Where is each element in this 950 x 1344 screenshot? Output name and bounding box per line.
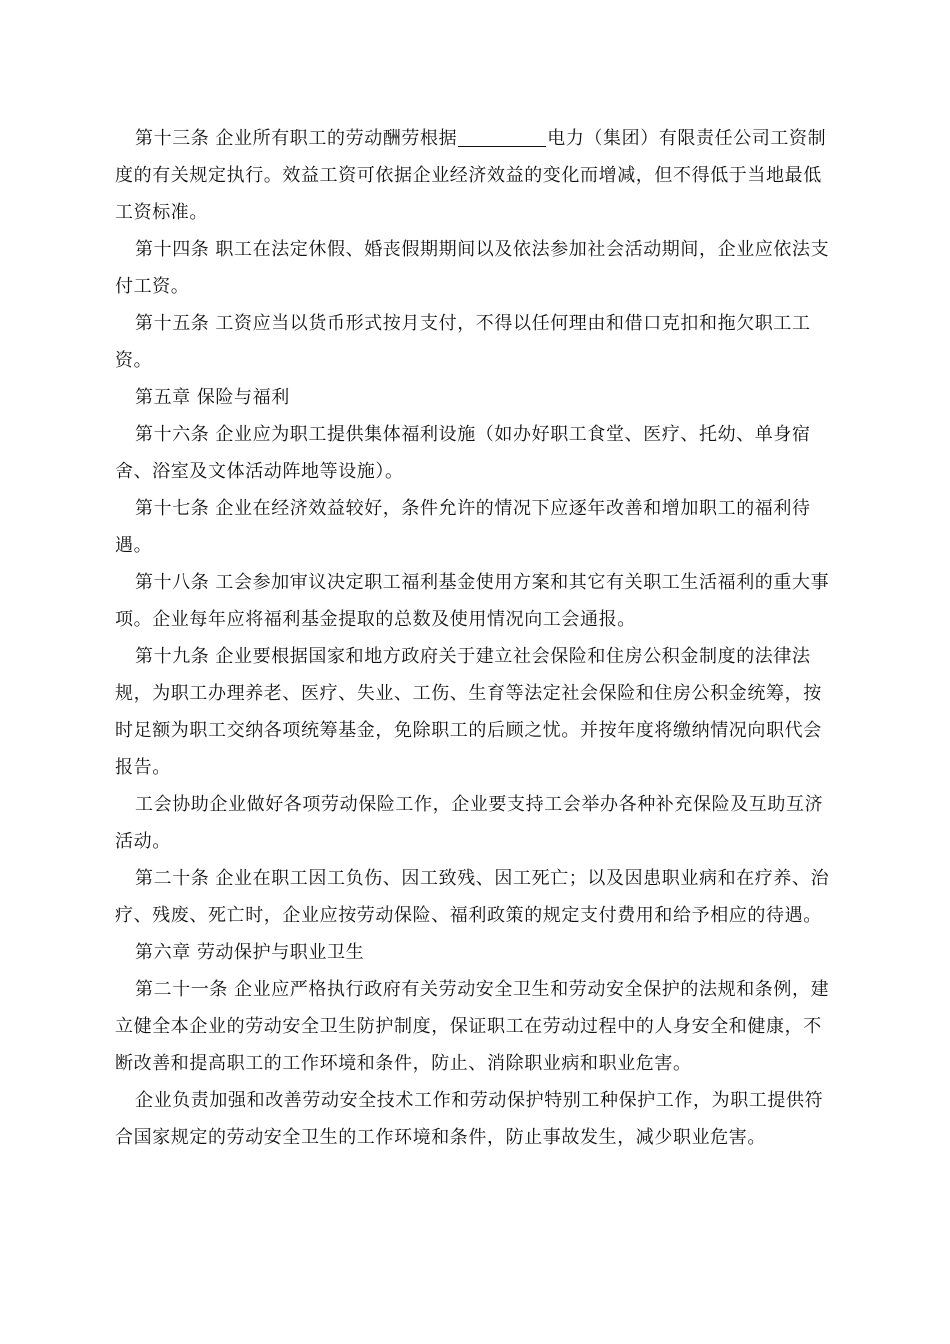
document-body xyxy=(115,120,835,1156)
article-heading: 第十七条 xyxy=(135,498,210,519)
article-text: 企业所有职工的劳动酬劳根据 xyxy=(215,128,458,149)
article-text: 职工在法定休假、婚丧假期期间以及依法参加社会活动期间，企业应依法支付工资。 xyxy=(115,239,830,297)
chapter-title: 保险与福利 xyxy=(196,387,290,408)
article-text: 企业应严格执行政府有关劳动安全卫生和劳动安全保护的法规和条例，建立健全本企业的劳动安全卫生防护制度，保证职工在劳动过程中的人身安全和健康，不断改善和提高职工的工作环境和条件，防止、消除职业病和职业危害。 xyxy=(115,979,830,1074)
paragraph-text: 企业负责加强和改善劳动安全技术工作和劳动保护特别工种保护工作，为职工提供符合国家规定的劳动安全卫生的工作环境和条件，防止事故发生，减少职业危害。 xyxy=(115,1090,824,1148)
article-18 xyxy=(115,564,835,638)
chapter-number: 第六章 xyxy=(135,942,191,963)
article-heading: 第十九条 xyxy=(135,646,210,667)
chapter-5-heading xyxy=(115,379,835,416)
article-15 xyxy=(115,305,835,379)
article-17 xyxy=(115,490,835,564)
article-20 xyxy=(115,860,835,934)
article-heading: 第二十一条 xyxy=(135,979,228,1000)
article-text: 工会参加审议决定职工福利基金使用方案和其它有关职工生活福利的重大事项。企业每年应将福利基金提取的总数及使用情况向工会通报。 xyxy=(115,572,830,630)
article-heading: 第十四条 xyxy=(135,239,210,260)
article-text: 企业在职工因工负伤、因工致残、因工死亡；以及因患职业病和在疗养、治疗、残废、死亡时，企业应按劳动保险、福利政策的规定支付费用和给予相应的待遇。 xyxy=(115,868,830,926)
article-heading: 第十六条 xyxy=(135,424,210,445)
article-text: 企业在经济效益较好，条件允许的情况下应逐年改善和增加职工的福利待遇。 xyxy=(115,498,811,556)
chapter-title: 劳动保护与职业卫生 xyxy=(196,942,365,963)
chapter-6-heading xyxy=(115,934,835,971)
article-text: 工资应当以货币形式按月支付，不得以任何理由和借口克扣和拖欠职工工资。 xyxy=(115,313,811,371)
article-heading: 第十三条 xyxy=(135,128,210,149)
paragraph-text: 工会协助企业做好各项劳动保险工作，企业要支持工会举办各种补充保险及互助互济活动。 xyxy=(115,794,824,852)
article-heading: 第十五条 xyxy=(135,313,210,334)
article-13 xyxy=(115,120,835,231)
article-14 xyxy=(115,231,835,305)
article-text: 电力（集团）有限责任公司工资制度的有关规定执行。效益工资可依据企业经济效益的变化而增减，但不得低于当地最低工资标准。 xyxy=(115,128,827,223)
fill-in-blank xyxy=(458,128,546,147)
chapter-number: 第五章 xyxy=(135,387,191,408)
article-heading: 第二十条 xyxy=(135,868,210,889)
article-heading: 第十八条 xyxy=(135,572,210,593)
article-text: 企业要根据国家和地方政府关于建立社会保险和住房公积金制度的法律法规，为职工办理养老、医疗、失业、工伤、生育等法定社会保险和住房公积金统筹，按时足额为职工交纳各项统筹基金，免除职工的后顾之忧。并按年度将缴纳情况向职代会报告。 xyxy=(115,646,822,778)
article-text: 企业应为职工提供集体福利设施（如办好职工食堂、医疗、托幼、单身宿舍、浴室及文体活动阵地等设施）。 xyxy=(115,424,811,482)
paragraph-union-insurance xyxy=(115,786,835,860)
article-19 xyxy=(115,638,835,786)
paragraph-safety-work xyxy=(115,1082,835,1156)
article-21 xyxy=(115,971,835,1082)
article-16 xyxy=(115,416,835,490)
